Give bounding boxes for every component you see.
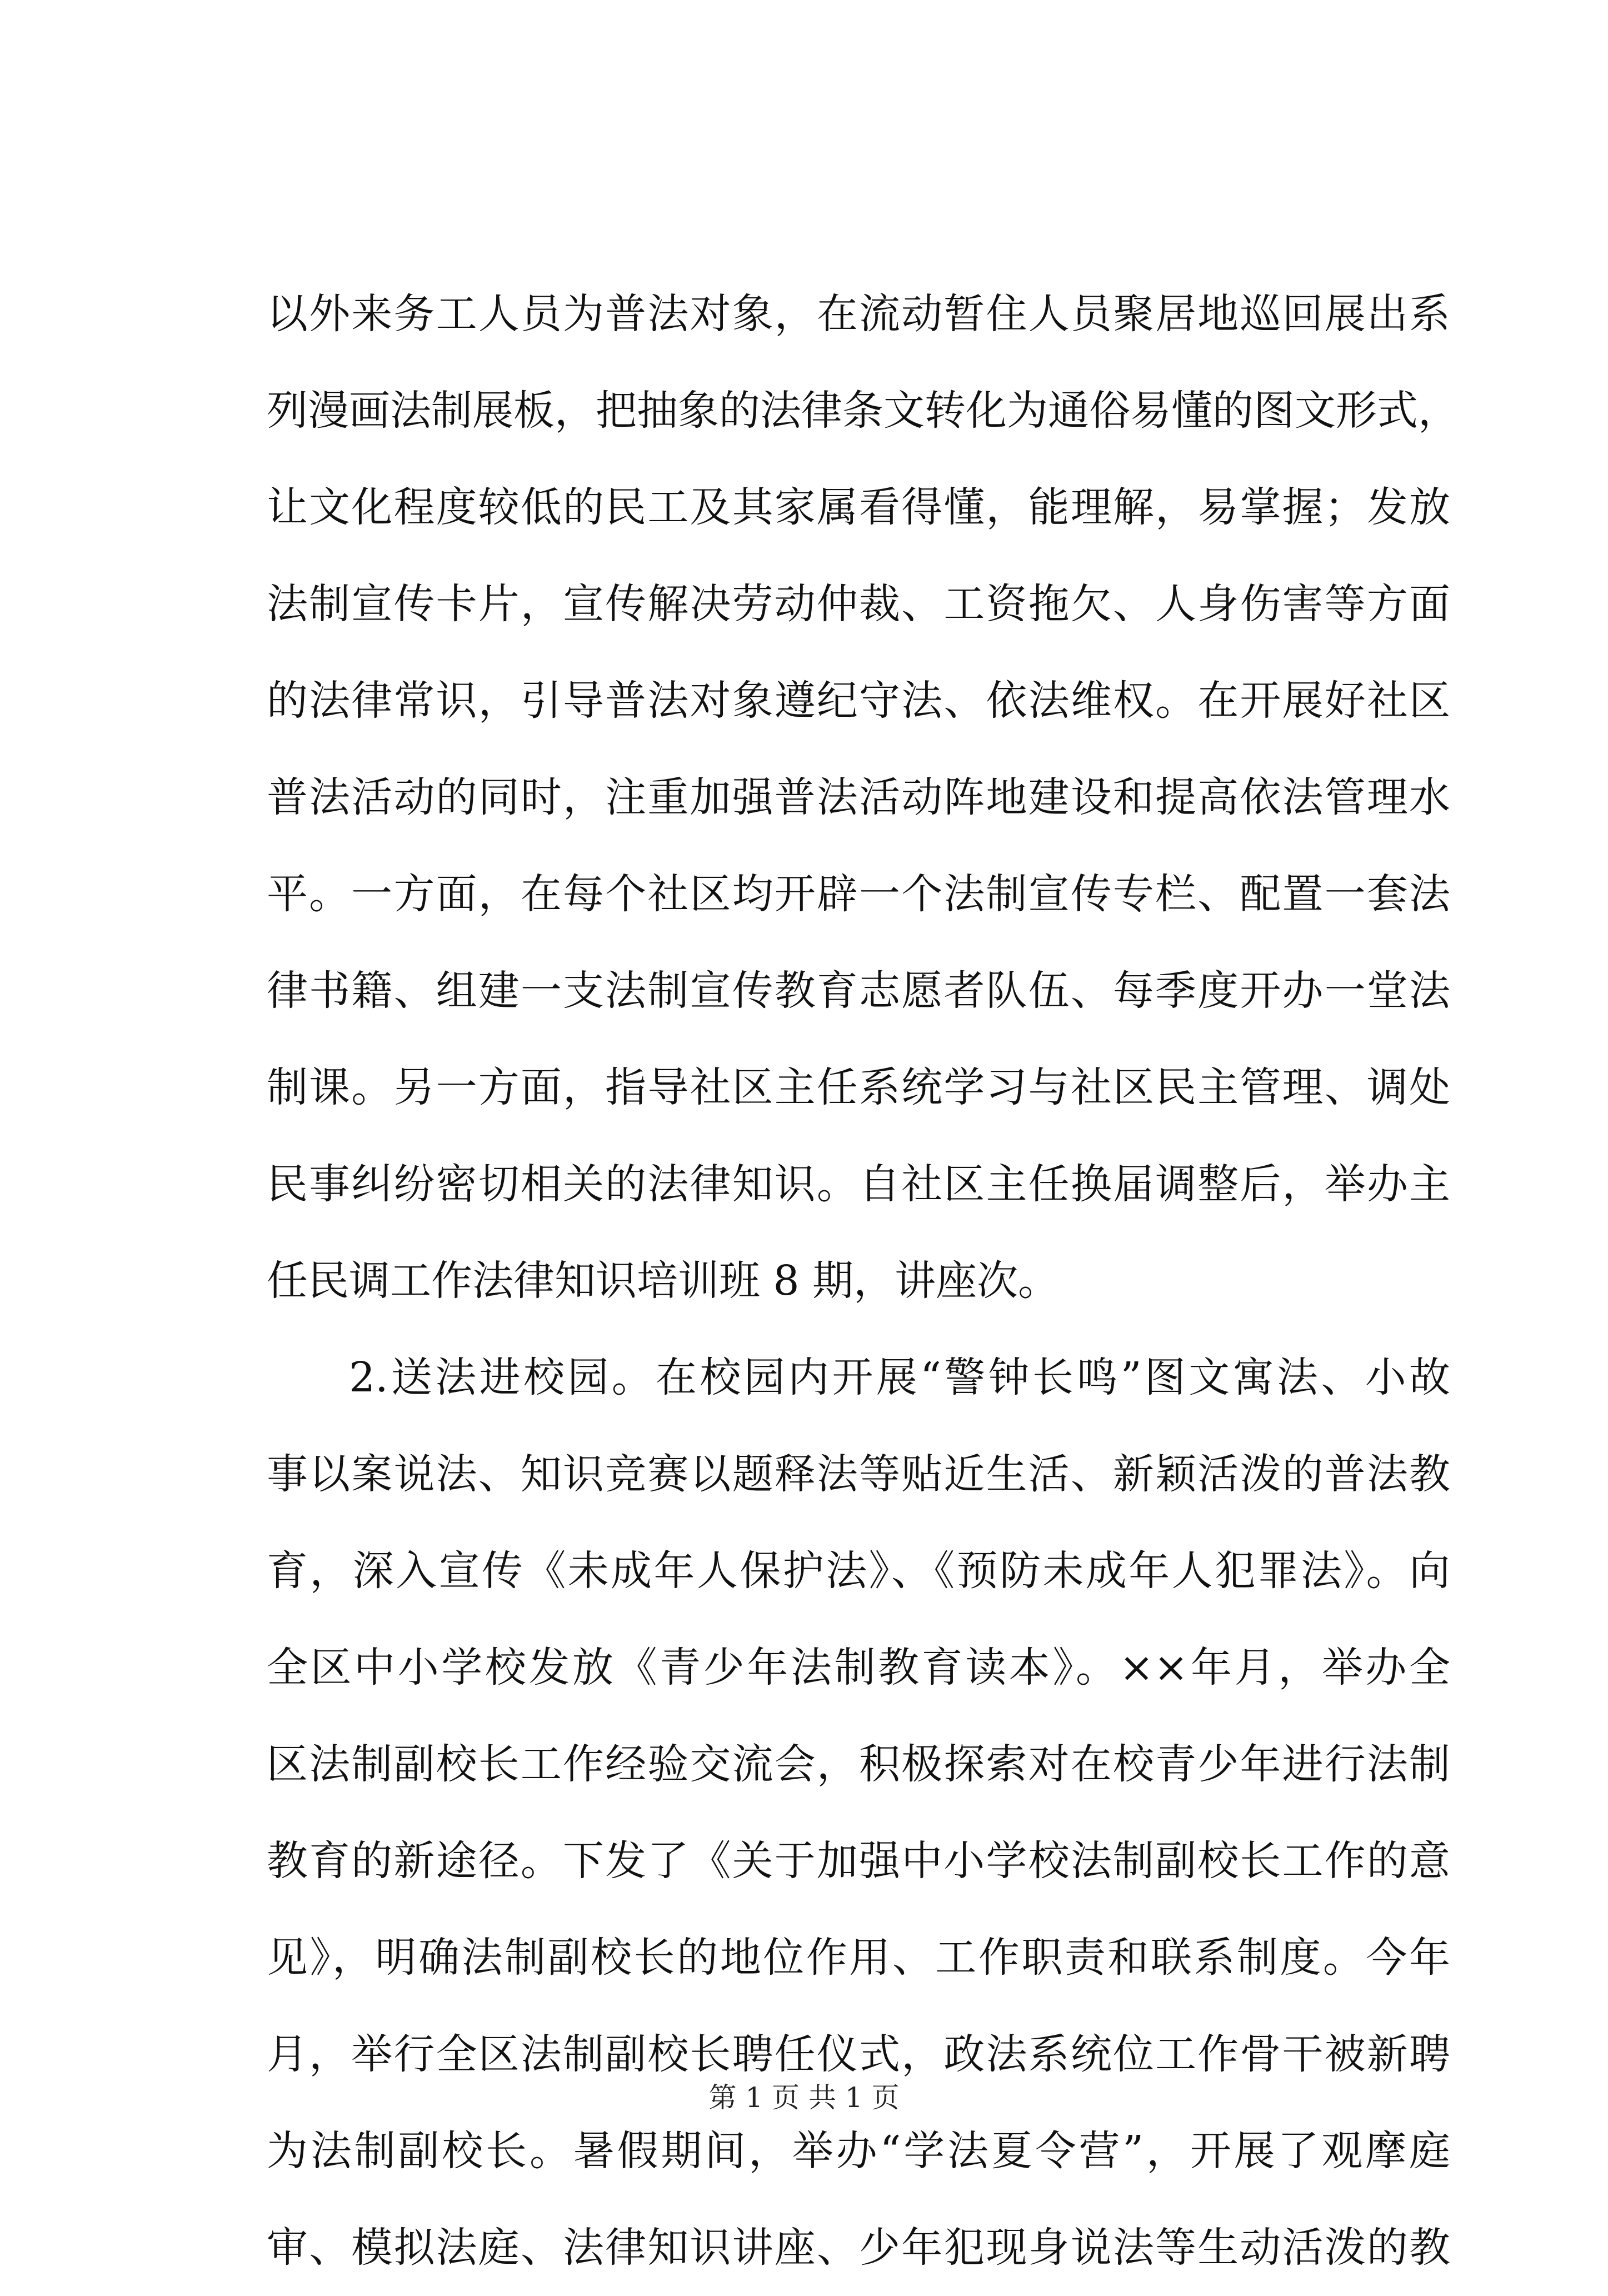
- text-line: 民事纠纷密切相关的法律知识。自社区主任换届调整后，举办主: [267, 1160, 1450, 1208]
- text-line: 育，深入宣传《未成年人保护法》、《预防未成年人犯罪法》。向: [267, 1547, 1450, 1595]
- text-line: 全区中小学校发放《青少年法制教育读本》。××年月，举办全: [267, 1644, 1450, 1691]
- text-line: 平。一方面，在每个社区均开辟一个法制宣传专栏、配置一套法: [267, 870, 1450, 918]
- text-line: 让文化程度较低的民工及其家属看得懂，能理解，易掌握；发放: [267, 483, 1450, 531]
- text-line: 审、模拟法庭、法律知识讲座、少年犯现身说法等生动活泼的教: [267, 2224, 1450, 2272]
- text-line: 法制宣传卡片，宣传解决劳动仲裁、工资拖欠、人身伤害等方面: [267, 580, 1450, 628]
- text-line: 任民调工作法律知识培训班 8 期，讲座次。: [267, 1257, 1060, 1305]
- text-line: 律书籍、组建一支法制宣传教育志愿者队伍、每季度开办一堂法: [267, 967, 1450, 1015]
- text-line: 区法制副校长工作经验交流会，积极探索对在校青少年进行法制: [267, 1740, 1450, 1788]
- text-line: 教育的新途径。下发了《关于加强中小学校法制副校长工作的意: [267, 1837, 1450, 1885]
- text-line: 事以案说法、知识竞赛以题释法等贴近生活、新颖活泼的普法教: [267, 1450, 1450, 1498]
- text-line: 2.送法进校园。在校园内开展“警钟长鸣”图文寓法、小故: [349, 1354, 1450, 1401]
- page-footer: 第 1 页 共 1 页: [708, 2082, 900, 2114]
- body-text: [267, 266, 1459, 2296]
- text-line: 的法律常识，引导普法对象遵纪守法、依法维权。在开展好社区: [267, 677, 1450, 725]
- text-line: 列漫画法制展板，把抽象的法律条文转化为通俗易懂的图文形式，: [267, 387, 1459, 435]
- text-line: 见》，明确法制副校长的地位作用、工作职责和联系制度。今年: [267, 1934, 1450, 1981]
- text-line: 制课。另一方面，指导社区主任系统学习与社区民主管理、调处: [267, 1064, 1450, 1111]
- text-line: 以外来务工人员为普法对象，在流动暂住人员聚居地巡回展出系: [267, 290, 1450, 338]
- text-line: 为法制副校长。暑假期间，举办“学法夏令营”，开展了观摩庭: [267, 2127, 1450, 2175]
- text-line: 月，举行全区法制副校长聘任仪式，政法系统位工作骨干被新聘: [267, 2030, 1450, 2078]
- text-line: 普法活动的同时，注重加强普法活动阵地建设和提高依法管理水: [267, 773, 1450, 821]
